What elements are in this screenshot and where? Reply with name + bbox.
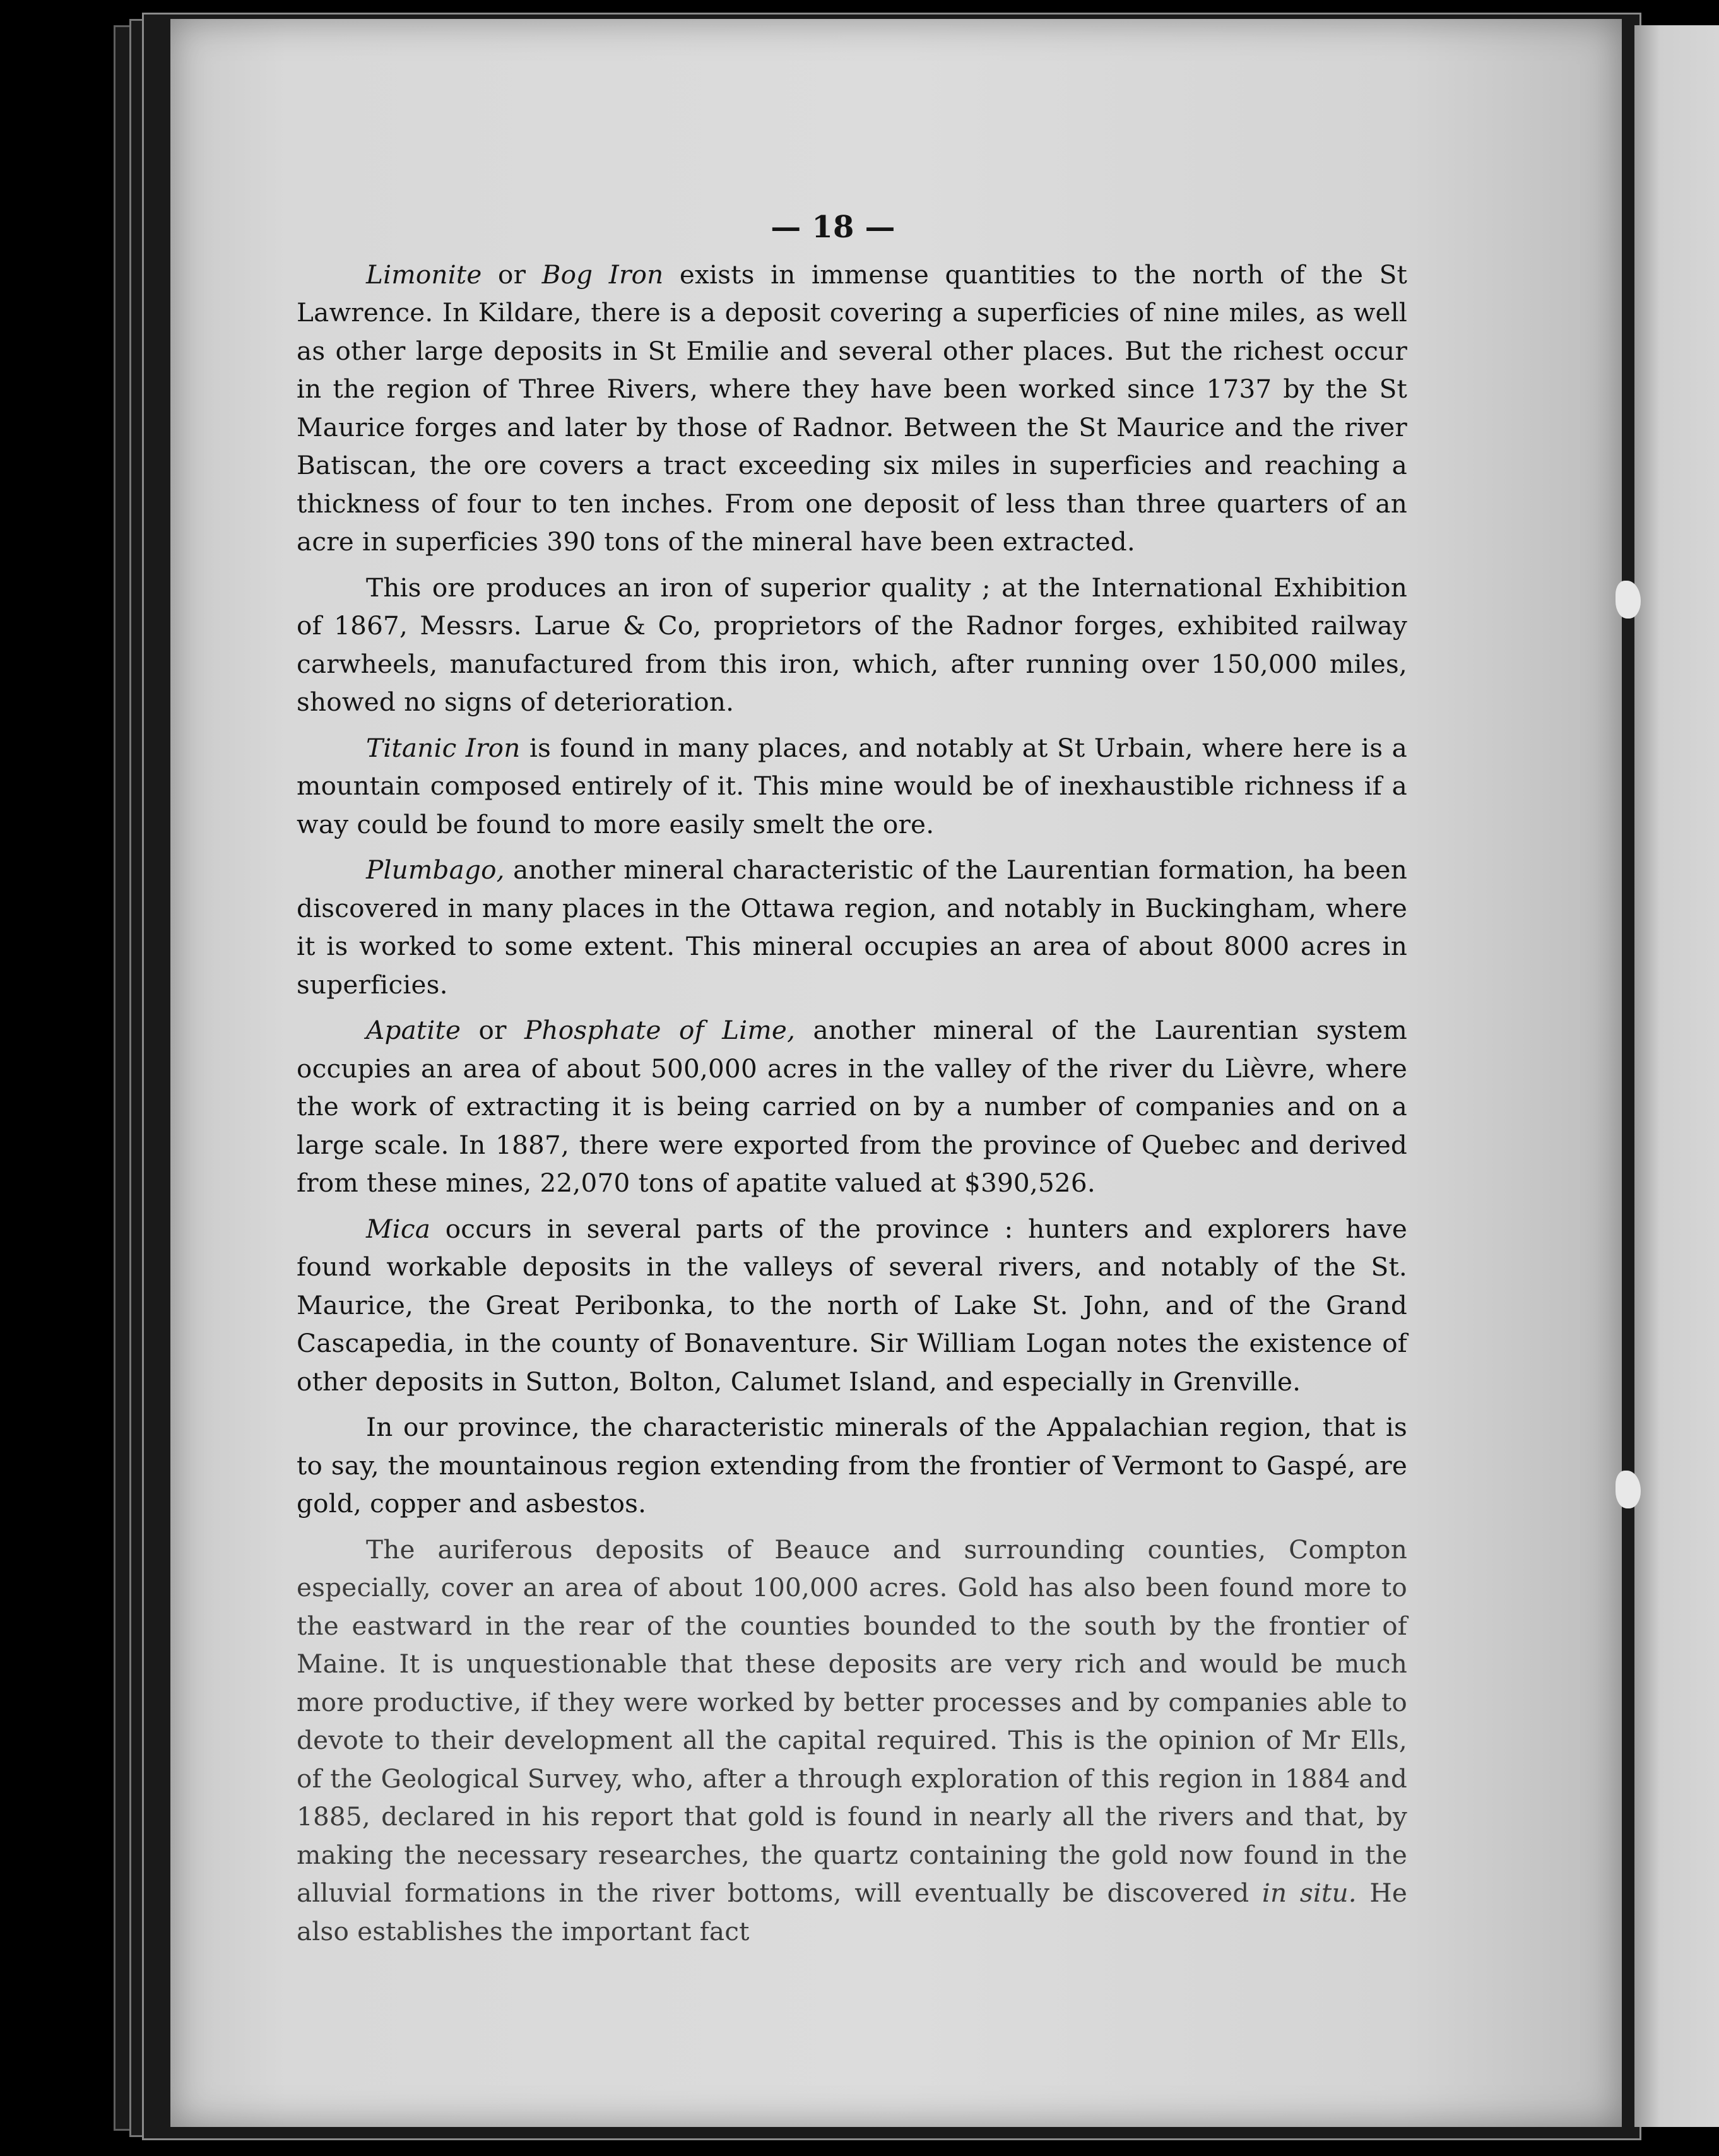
- text-run: In our province, the characteristic minerals of the Appalachian region, that is to say, the mountainous region extending from the frontier of Vermont to Gaspé, are gold, copper and asbestos.: [297, 1412, 1407, 1519]
- italic-term: Limonite: [366, 259, 482, 290]
- paragraph: [297, 569, 1407, 721]
- paragraph: [297, 1210, 1407, 1401]
- italic-term: in situ.: [1261, 1878, 1357, 1908]
- paragraph: [297, 1011, 1407, 1202]
- paragraph: [297, 1408, 1407, 1523]
- text-run: This ore produces an iron of superior quality ; at the International Exhibition of 1867, Messrs. Larue & Co, proprietors of the Radnor forges, exhibited railway carwheels, manufactured from this iron, which, after running over 150,000 miles, showed no signs of deterioration.: [297, 572, 1407, 717]
- facing-page-edge: [1634, 25, 1719, 2127]
- italic-term: Titanic Iron: [366, 732, 521, 763]
- text-run: another mineral characteristic of the Laurentian formation, ha been discovered in many places in the Ottawa region, and notably in Buckingham, where it is worked to some extent. This mineral occupies an area of about 8000 acres in superficies.: [297, 855, 1407, 1000]
- text-run: occurs in several parts of the province : hunters and explorers have found workable deposits in the valleys of several rivers, and notably of the St. Maurice, the Great Peribonka, to the north of Lake St. John, and of the Grand Cascapedia, in the county of Bonaventure. Sir William Logan notes the existence of other deposits in Sutton, Bolton, Calumet Island, and especially in Grenville.: [297, 1213, 1407, 1397]
- text-run: or: [481, 259, 542, 290]
- paragraph: [297, 1531, 1407, 1951]
- italic-term: Apatite: [366, 1015, 461, 1045]
- text-run: another mineral of the Laurentian system occupies an area of about 500,000 acres in the valley of the river du Lièvre, where the work of extracting it is being carried on by a number of companies and on a large scale. In 1887, there were exported from the province of Quebec and derived from these mines, 22,070 tons of apatite valued at $390,526.: [297, 1015, 1407, 1198]
- italic-term: Bog Iron: [541, 259, 664, 290]
- italic-term: Phosphate of Lime,: [524, 1015, 796, 1045]
- text-run: is found in many places, and notably at St Urbain, where here is a mountain composed entirely of it. This mine would be of inexhaustible richness if a way could be found to more easily smelt the ore.: [297, 732, 1407, 839]
- text-run: or: [461, 1015, 524, 1045]
- text-run: The auriferous deposits of Beauce and surrounding counties, Compton especially, cover an area of about 100,000 acres. Gold has also been found more to the eastward in the rear of the counties bounded to the south by the frontier of Maine. It is unquestionable that these deposits are very rich and would be much more productive, if they were worked by better processes and by companies able to devote to their development all the capital required. This is the opinion of Mr Ells, of the Geological Survey, who, after a through exploration of this region in 1884 and 1885, declared in his report that gold is found in nearly all the rivers and that, by making the necessary researches, the quartz containing the gold now found in the alluvial formations in the river bottoms, will eventually be discovered: [297, 1534, 1407, 1908]
- paragraph-list: [297, 256, 1407, 1951]
- italic-term: Plumbago,: [366, 855, 505, 885]
- paragraph: [297, 729, 1407, 844]
- text-run: exists in immense quantities to the north of the St Lawrence. In Kildare, there is a deposit covering a superficies of nine miles, as well as other large deposits in St Emilie and several other places. But the richest occur in the region of Three Rivers, where they have been worked since 1737 by the St Maurice forges and later by those of Radnor. Between the St Maurice and the river Batiscan, the ore covers a tract exceeding six miles in superficies and reaching a thickness of four to ten inches. From one deposit of less than three quarters of an acre in superficies 390 tons of the mineral have been extracted.: [297, 259, 1407, 557]
- page-text: [297, 208, 1407, 1958]
- paragraph: [297, 851, 1407, 1004]
- page-number: — 18 —: [771, 210, 895, 245]
- paragraph: [297, 256, 1407, 561]
- italic-term: Mica: [366, 1213, 431, 1244]
- text-run: He also establishes the important fact: [297, 1878, 1408, 1946]
